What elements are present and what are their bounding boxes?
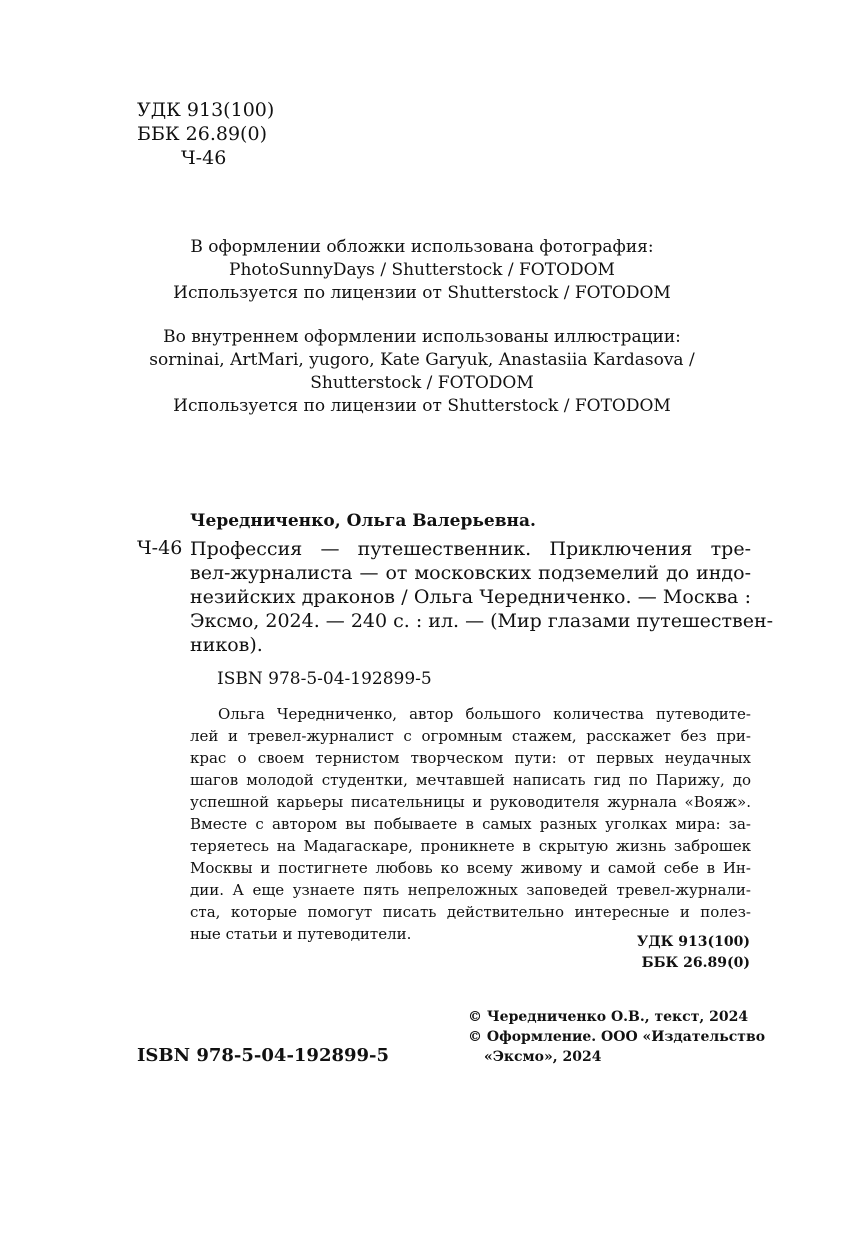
annotation-line: Москвы и постигнете любовь ко всему живому и самой себе в Ин- (190, 859, 751, 877)
udk-code: УДК 913(100) (137, 99, 275, 121)
catalog-code: Ч-46 (137, 537, 183, 559)
annotation (190, 703, 751, 945)
description-line: вел-журналиста — от московских подземелий до индо- (190, 562, 751, 584)
annotation-line: лей и тревел-журналист с огромным стажем, расскажет без при- (190, 727, 751, 745)
author-mark: Ч-46 (181, 147, 227, 169)
annotation-line: ные статьи и путеводители. (190, 925, 412, 943)
description-line: ников). (190, 634, 263, 656)
annotation-line: ста, которые помогут писать действительно интересные и полез- (190, 903, 751, 921)
annotation-line: шагов молодой студентки, мечтавшей написать гид по Парижу, до (190, 771, 751, 789)
classification-codes (137, 98, 274, 170)
credit-line: sorninai, ArtMari, yugoro, Kate Garyuk, Anastasiia Kardasova / (149, 350, 695, 370)
copyright-block (468, 1007, 765, 1067)
bbk-code: ББК 26.89(0) (641, 955, 750, 971)
description-line: незийских драконов / Ольга Чередниченко. — Москва : (190, 586, 751, 608)
copyright-line: «Эксмо», 2024 (484, 1049, 602, 1065)
isbn-bottom: ISBN 978-5-04-192899-5 (137, 1045, 390, 1066)
annotation-line: успешной карьеры писательницы и руководителя журнала «Вояж». (190, 793, 751, 811)
credit-line: PhotoSunnyDays / Shutterstock / FOTODOM (229, 260, 615, 280)
credit-line: Используется по лицензии от Shutterstock / FOTODOM (173, 283, 671, 303)
copyright-line: © Чередниченко О.В., текст, 2024 (468, 1009, 749, 1025)
annotation-line: теряетесь на Мадагаскаре, проникнете в скрытую жизнь заброшек (190, 837, 751, 855)
catalog-isbn: ISBN 978-5-04-192899-5 (217, 669, 432, 689)
annotation-line: Вместе с автором вы побываете в самых разных уголках мира: за- (190, 815, 751, 833)
description-line: Эксмо, 2024. — 240 с. : ил. — (Мир глазами путешествен- (190, 610, 774, 632)
credit-line: В оформлении обложки использована фотография: (190, 237, 654, 257)
bbk-code: ББК 26.89(0) (137, 123, 267, 145)
description-line: Профессия — путешественник. Приключения тре- (190, 538, 751, 560)
annotation-line: Ольга Чередниченко, автор большого количества путеводите- (218, 705, 751, 723)
copyright-line: © Оформление. ООО «Издательство (468, 1029, 766, 1045)
illustration-credit (0, 326, 844, 418)
credit-line: Используется по лицензии от Shutterstock / FOTODOM (173, 396, 671, 416)
bibliographic-description (190, 537, 774, 657)
bottom-classification-codes (637, 932, 750, 974)
cover-photo-credit (0, 236, 844, 305)
credit-line: Во внутреннем оформлении использованы иллюстрации: (163, 327, 681, 347)
annotation-line: крас о своем тернистом творческом пути: от первых неудачных (190, 749, 751, 767)
udk-code: УДК 913(100) (636, 934, 750, 950)
credit-line: Shutterstock / FOTODOM (310, 373, 534, 393)
catalog-author: Чередниченко, Ольга Валерьевна. (190, 511, 536, 531)
annotation-line: дии. А еще узнаете пять непреложных заповедей тревел-журнали- (190, 881, 751, 899)
